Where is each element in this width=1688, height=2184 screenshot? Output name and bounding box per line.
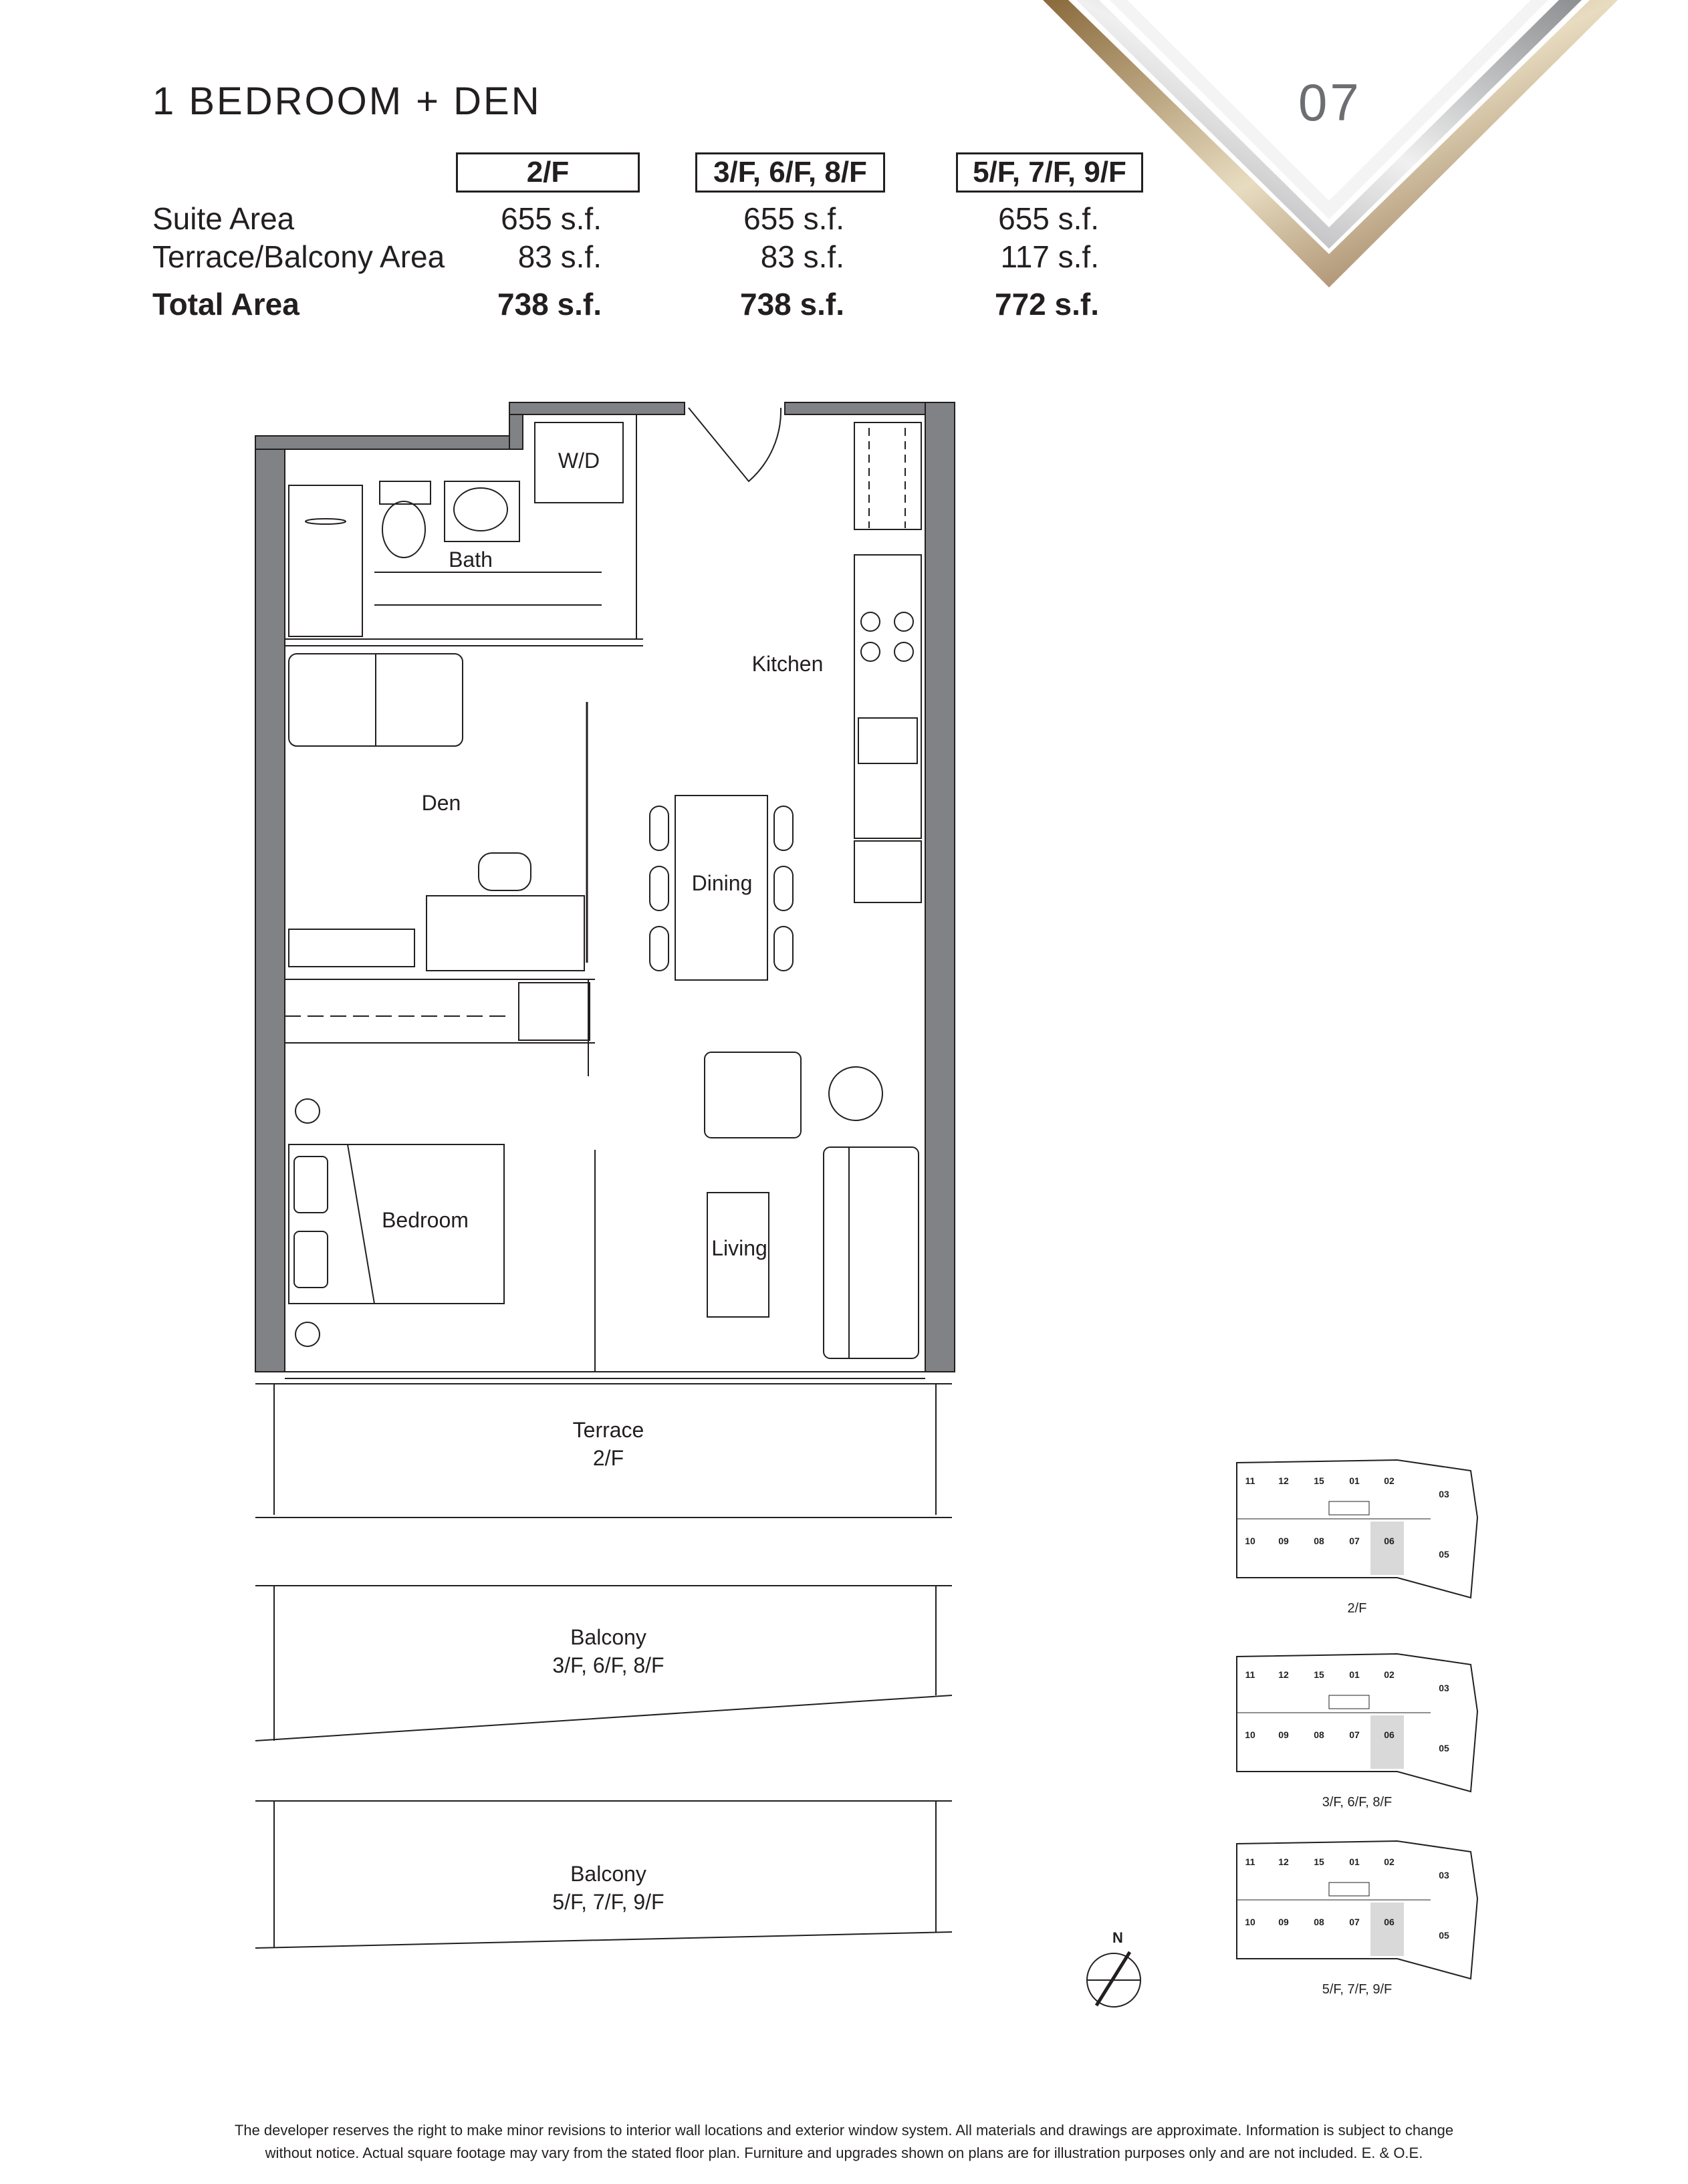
key-unit-label: 01 — [1349, 1475, 1360, 1486]
cell-total-3f: 738 s.f. — [740, 287, 844, 322]
key-unit-label: 02 — [1384, 1669, 1395, 1680]
key-unit-label: 15 — [1314, 1856, 1324, 1867]
cell-terrace-3f: 83 s.f. — [760, 239, 844, 274]
key-unit-label: 15 — [1314, 1475, 1324, 1486]
key-unit-label: 03 — [1439, 1683, 1449, 1693]
disclaimer-line-2: without notice. Actual square footage may vary from the stated floor plan. Furniture and upgrades shown on plans are for illustration purposes only and are not included. E. & O.E. — [265, 2145, 1423, 2161]
unit-number: 07 — [1298, 73, 1362, 132]
key-unit-label: 05 — [1439, 1743, 1449, 1753]
cell-suite-area-5f: 655 s.f. — [998, 201, 1099, 236]
key-unit-label: 07 — [1349, 1536, 1360, 1546]
key-plan-highlight — [1370, 1903, 1404, 1956]
key-unit-label: 07 — [1349, 1917, 1360, 1927]
key-unit-label: 02 — [1384, 1856, 1395, 1867]
key-unit-label: 08 — [1314, 1917, 1324, 1927]
disclaimer — [107, 2119, 1581, 2165]
key-unit-label: 11 — [1245, 1856, 1255, 1867]
key-unit-label: 12 — [1278, 1475, 1289, 1486]
disclaimer-line-1: The developer reserves the right to make minor revisions to interior wall locations and exterior window system. All materials and drawings are approximate. Information is subject to change — [234, 2122, 1454, 2139]
key-plan-5f — [1230, 1838, 1524, 1999]
key-plan-caption: 5/F, 7/F, 9/F — [1322, 1982, 1393, 1997]
col-header-5f-7f-9f: 5/F, 7/F, 9/F — [956, 152, 1143, 193]
key-plan-caption: 3/F, 6/F, 8/F — [1322, 1795, 1393, 1810]
key-unit-label: 10 — [1245, 1536, 1255, 1546]
row-label-suite-area: Suite Area — [152, 201, 295, 236]
row-label-terrace-balcony: Terrace/Balcony Area — [152, 239, 445, 274]
label-terrace: Terrace — [572, 1418, 644, 1442]
key-unit-label: 06 — [1384, 1536, 1395, 1546]
key-unit-label: 12 — [1278, 1856, 1289, 1867]
label-balcony-2-floor: 5/F, 7/F, 9/F — [552, 1890, 665, 1914]
cell-total-2f: 738 s.f. — [497, 287, 602, 322]
label-bedroom: Bedroom — [382, 1208, 469, 1232]
key-unit-label: 07 — [1349, 1729, 1360, 1740]
label-balcony-1: Balcony — [570, 1625, 646, 1649]
key-unit-label: 10 — [1245, 1729, 1255, 1740]
label-balcony-1-floor: 3/F, 6/F, 8/F — [552, 1653, 665, 1677]
key-unit-label: 08 — [1314, 1536, 1324, 1546]
cell-terrace-5f: 117 s.f. — [1000, 239, 1099, 274]
key-unit-label: 06 — [1384, 1729, 1395, 1740]
compass-north-label: N — [1112, 1929, 1123, 1946]
key-unit-label: 01 — [1349, 1856, 1360, 1867]
key-unit-label: 06 — [1384, 1917, 1395, 1927]
key-unit-label: 01 — [1349, 1669, 1360, 1680]
key-unit-label: 03 — [1439, 1870, 1449, 1880]
key-unit-label: 12 — [1278, 1669, 1289, 1680]
key-unit-label: 05 — [1439, 1549, 1449, 1560]
label-dining: Dining — [691, 871, 753, 895]
key-unit-label: 11 — [1245, 1475, 1255, 1486]
label-bath: Bath — [449, 548, 493, 572]
key-plan-3f — [1230, 1651, 1524, 1812]
cell-terrace-2f: 83 s.f. — [517, 239, 602, 274]
suite-title: 1 BEDROOM + DEN — [152, 80, 541, 123]
key-unit-label: 15 — [1314, 1669, 1324, 1680]
col-header-3f-6f-8f: 3/F, 6/F, 8/F — [695, 152, 885, 193]
key-plan-highlight — [1370, 1715, 1404, 1769]
cell-suite-area-3f: 655 s.f. — [743, 201, 844, 236]
label-kitchen: Kitchen — [751, 652, 824, 676]
key-unit-label: 09 — [1278, 1729, 1289, 1740]
key-unit-label: 11 — [1245, 1669, 1255, 1680]
cell-total-5f: 772 s.f. — [995, 287, 1099, 322]
key-plan-2f — [1230, 1457, 1524, 1618]
key-unit-label: 10 — [1245, 1917, 1255, 1927]
label-balcony-2: Balcony — [570, 1862, 646, 1886]
key-unit-label: 08 — [1314, 1729, 1324, 1740]
label-wd: W/D — [558, 449, 600, 473]
label-den: Den — [421, 791, 461, 815]
compass-icon — [1087, 1952, 1140, 2007]
key-unit-label: 03 — [1439, 1489, 1449, 1499]
cell-suite-area-2f: 655 s.f. — [501, 201, 602, 236]
key-plan-caption: 2/F — [1347, 1601, 1367, 1616]
label-terrace-floor: 2/F — [592, 1446, 624, 1470]
key-unit-label: 02 — [1384, 1475, 1395, 1486]
exterior-walls — [255, 402, 955, 1372]
col-header-2f: 2/F — [456, 152, 640, 193]
label-living: Living — [711, 1236, 767, 1260]
key-unit-label: 09 — [1278, 1536, 1289, 1546]
key-unit-label: 05 — [1439, 1930, 1449, 1941]
key-plan-highlight — [1370, 1522, 1404, 1575]
key-unit-label: 09 — [1278, 1917, 1289, 1927]
row-label-total-area: Total Area — [152, 287, 299, 322]
